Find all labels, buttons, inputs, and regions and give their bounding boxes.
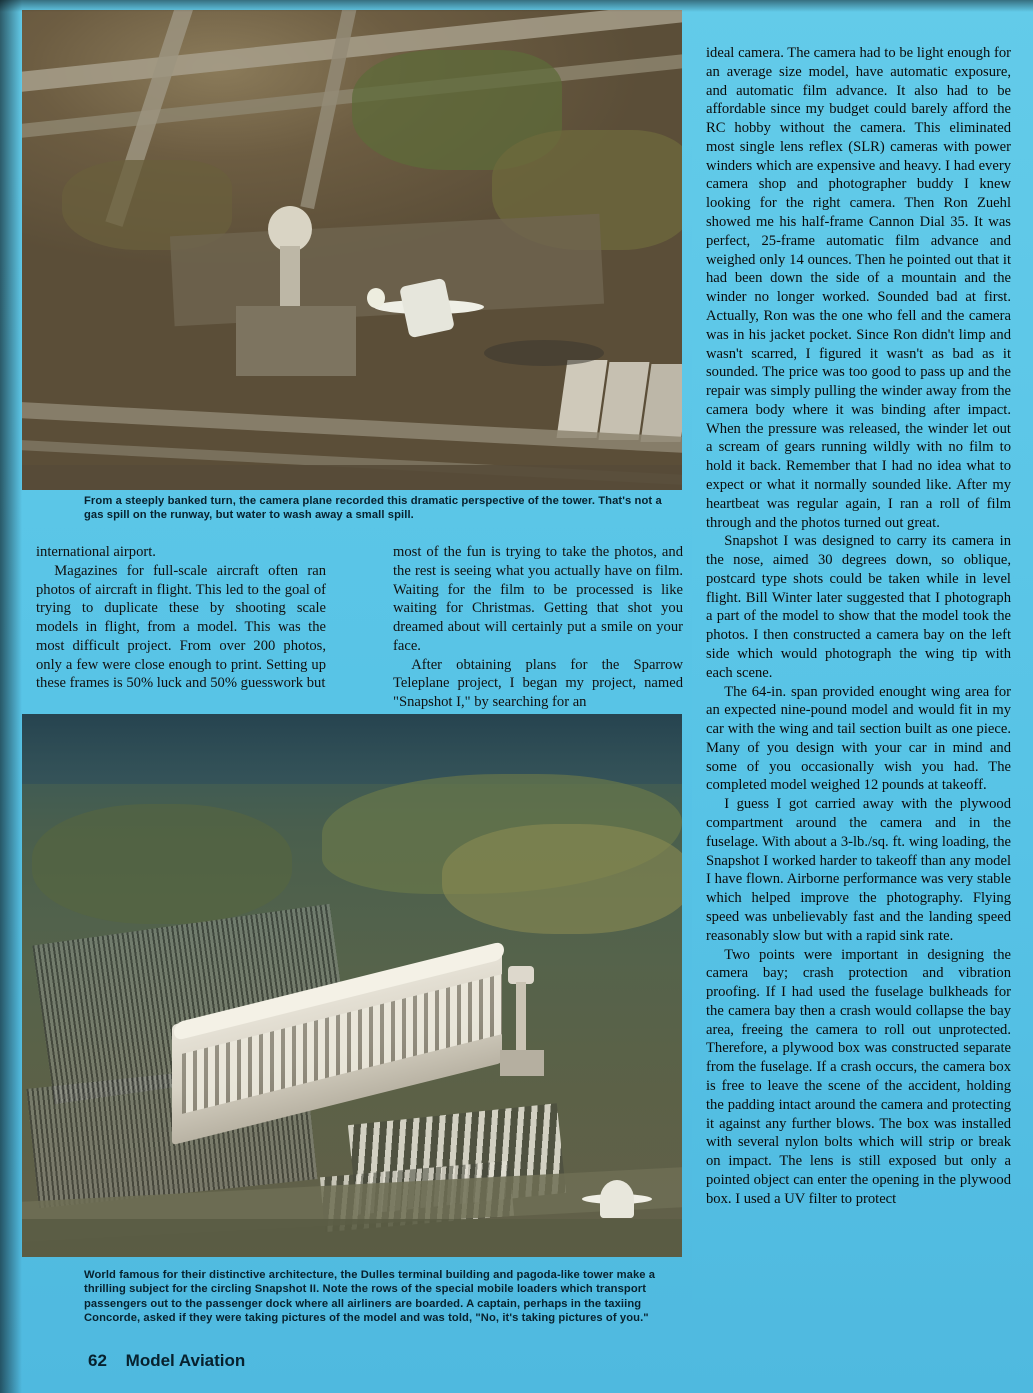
photo-tower-caption: From a steeply banked turn, the camera plane recorded this dramatic perspective of the tower. That's not a gas spill on the runway, but water to wash away a small spill. [84, 495, 662, 522]
body-column-left [36, 543, 326, 693]
photo-bottom-shadow [22, 465, 682, 490]
publication-name: Model Aviation [125, 1351, 246, 1370]
aerial-photo-tower [22, 10, 682, 490]
paragraph: Magazines for full-scale aircraft often ran photos of aircraft in flight. This led to the goal of trying to duplicate these by shooting scale models in flight, from a model. This was the most difficult project. From over 200 photos, only a few were close enough to print. Setting up these frames is 50% luck and 50% guesswork but [36, 562, 326, 692]
field-patch [442, 824, 682, 934]
paragraph: most of the fun is trying to take the photos, and the rest is seeing what you actually have on film. Waiting for the film to be processed is like waiting for Christmas. Getting that shot you dreamed about will certainly put a smile on your face. [393, 544, 683, 654]
aerial-photo-dulles-terminal [22, 714, 682, 1257]
paragraph: ideal camera. The camera had to be light enough for an average size model, have automatic exposure, and automatic film advance. It also had to be affordable since my budget could barely afford the RC hobby without the camera. This eliminated most single lens reflex (SLR) cameras with power winders which are expensive and heavy. I had every camera shop and photographer buddy I knew looking for the right camera. Then Ron Zuehl showed me his half-frame Cannon Dial 35. It was perfect, 25-frame automatic film advance and weighed only 14 ounces. Then he pointed out that it had been down the side of a mountain and the winder no longer worked. Sounded bad at first. Actually, Ron was the one who fell and the camera was in his jacket pocket. Since Ron didn't limp and wasn't scarred, I figured it wasn't as bad as it sounded. The price was too good to pass up and the repair was simply pulling the winder away from the camera body where it was binding after impact. When the pressure was released, the winder let out a scream of gears running wildly with no film to hold it back. Remember that I had no idea what to expect or what it normally sounded like. After my heartbeat was regular again, I ran a roll of film through and the photos turned out great. [706, 45, 1011, 531]
body-column-right [706, 44, 1011, 1208]
right-column-area [692, 0, 1033, 1393]
photo-dulles-bottom [22, 1219, 682, 1257]
pagoda-tower-shaft [516, 982, 526, 1052]
paragraph: After obtaining plans for the Sparrow Teleplane project, I began my project, named "Snapshot I," by searching for an [393, 656, 683, 710]
body-column-middle [393, 543, 683, 712]
horizon-band [22, 714, 682, 784]
water-wash-mark [484, 340, 604, 366]
airliner-tail [367, 288, 385, 308]
paragraph: I guess I got carried away with the plywood compartment around the camera and in the fuselage. With about a 3-lb./sq. ft. wing loading, the Snapshot I worked harder to takeoff than any model I have flown. Airborne performance was very stable which helped improve the photography. Flying speed was unbelievably fast and the landing speed reasonably slow but with a rapid sink rate. [706, 796, 1011, 944]
paragraph: international airport. [36, 544, 156, 560]
page-number: 62 [88, 1351, 107, 1370]
page-footer [88, 1351, 245, 1371]
paragraph: Snapshot I was designed to carry its camera in the nose, aimed 30 degrees down, so oblique, postcard type shots could be taken while in level flight. Bill Winter later suggested that I photograph a part of the model to show that the model took the photos. I then constructed a camera bay on the left side which would photograph the wing tip with each scene. [706, 533, 1011, 681]
paragraph: Two points were important in designing the camera bay; crash protection and vibration proofing. If I had used the fuselage bulkheads for the camera bay then a crash would collapse the bay area, freeing the camera to roll out unprotected. Therefore, a plywood box was constructed separate from the fuselage. If a crash occurs, the camera box is free to leave the scene of the accident, holding the padding intact around the camera and protecting it against any further blows. The box was installed with several nylon bolts which will strip or break on impact. The lens is still exposed but only a pointed object can enter the opening in the plywood box. I used a UV filter to protect [706, 946, 1011, 1207]
paragraph: The 64-in. span provided enought wing area for an expected nine-pound model and would fit in my car with the wing and tail section built as one piece. Many of you design with your car in mind and some of you occasionally wish you had. The completed model weighed 12 pounds at takeoff. [706, 683, 1011, 794]
concorde-wings [600, 1180, 634, 1218]
tower-base-building [236, 306, 356, 376]
photo-dulles-caption: World famous for their distinctive architecture, the Dulles terminal building and pagoda-like tower make a thrilling subject for the circling Snapshot II. Note the rows of the special mobile loaders which transport passengers out to the passenger dock where all airliners are boarded. A captain, perhaps in the taxiing Concorde, asked if they were taking pictures of the model and was told, "No, it's taking pictures of you." [84, 1269, 656, 1324]
pagoda-tower-base [500, 1050, 544, 1076]
field-patch [32, 804, 292, 924]
